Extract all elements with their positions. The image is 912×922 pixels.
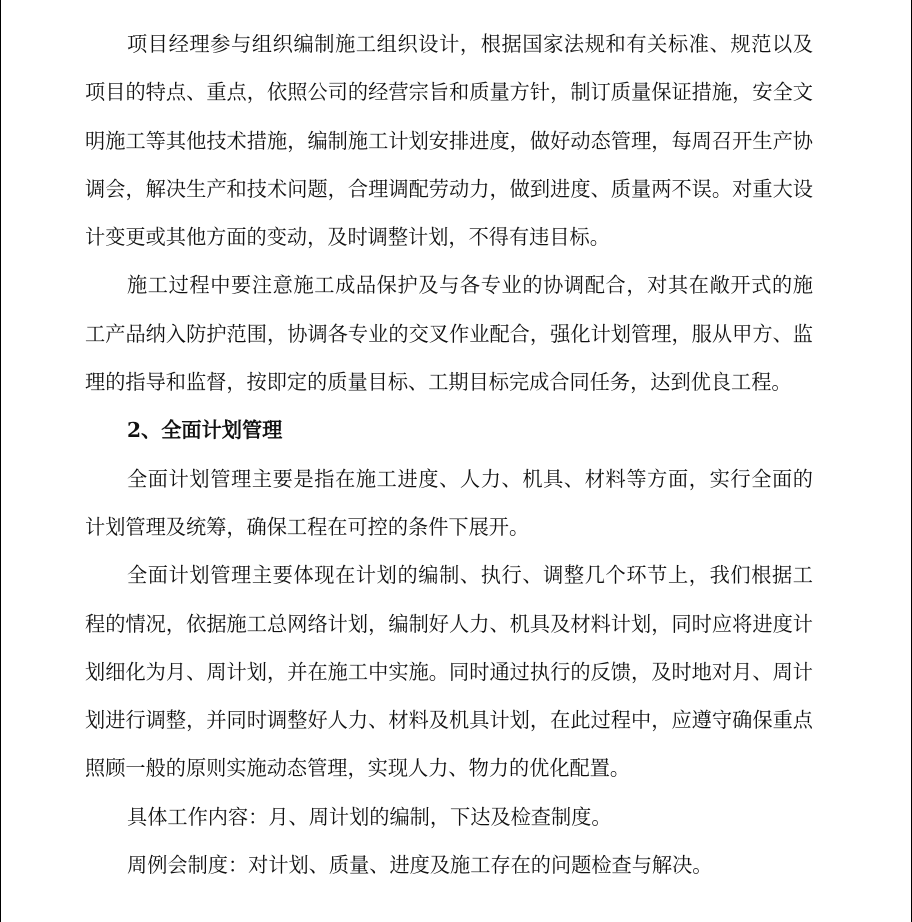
section-heading: 2、全面计划管理	[127, 418, 283, 443]
paragraph-work-content: 具体工作内容：月、周计划的编制，下达及检查制度。	[127, 804, 612, 829]
paragraph-weekly-meeting: 周例会制度：对计划、质量、进度及施工存在的问题检查与解决。	[127, 853, 713, 878]
paragraph-construction-process: 施工过程中要注意施工成品保护及与各专业的协调配合，对其在敞开式的施工产品纳入防护范围，协调各专业的交叉作业配合，强化计划管理，服从甲方、监理的指导和监督，按即定的质量目标、工期目标完成合同任务，达到优良工程。	[85, 273, 813, 395]
paragraph-plan-definition: 全面计划管理主要是指在施工进度、人力、机具、材料等方面，实行全面的计划管理及统筹，确保工程在可控的条件下展开。	[85, 466, 813, 539]
paragraph-project-manager: 项目经理参与组织编制施工组织设计，根据国家法规和有关标准、规范以及项目的特点、重点，依照公司的经营宗旨和质量方针，制订质量保证措施，安全文明施工等其他技术措施，编制施工计划安排进度，做好动态管理，每周召开生产协调会，解决生产和技术问题，合理调配劳动力，做到进度、质量两不误。对重大设计变更或其他方面的变动，及时调整计划，不得有违目标。	[85, 32, 813, 250]
paragraph-plan-implementation: 全面计划管理主要体现在计划的编制、执行、调整几个环节上，我们根据工程的情况，依据施工总网络计划，编制好人力、机具及材料计划，同时应将进度计划细化为月、周计划，并在施工中实施。同时通过执行的反馈，及时地对月、周计划进行调整，并同时调整好人力、材料及机具计划，在此过程中，应遵守确保重点照顾一般的原则实施动态管理，实现人力、物力的优化配置。	[85, 563, 813, 781]
document-body	[85, 20, 813, 889]
